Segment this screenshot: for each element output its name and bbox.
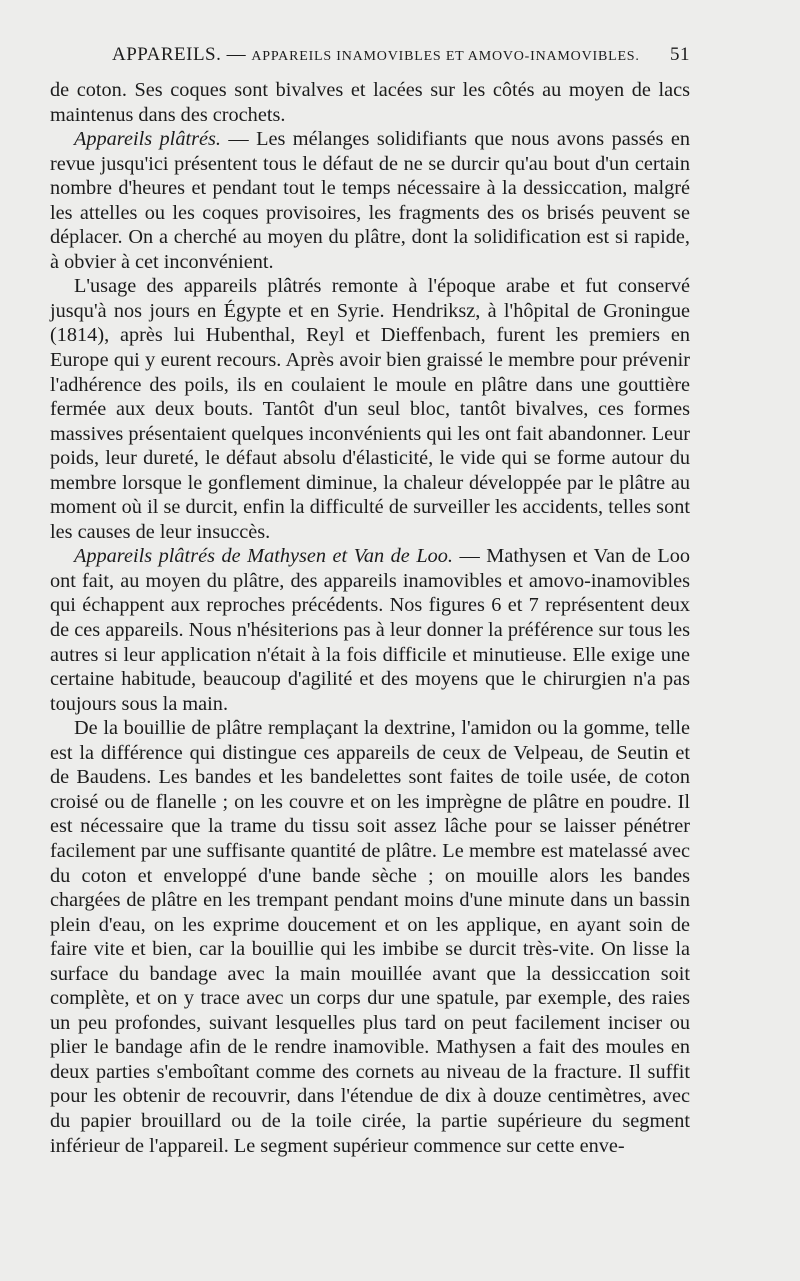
paragraph-text: De la bouillie de plâtre remplaçant la dextrine, l'amidon ou la gomme, telle est la différence qui distingue ces appareils de ceux de Velpeau, de Seutin et de Baudens. Les bandes et les bandelettes sont faites de toile usée, de coton croisé ou de flanelle ; on les couvre et on les imprègne de plâtre en poudre. Il est nécessaire que la trame du tissu soit assez lâche pour se laisser pénétrer facilement par une suffisante quantité de plâtre. Le membre est matelassé avec du coton et enveloppé d'une bande sèche ; on mouille alors les bandes chargées de plâtre en les trempant pendant moins d'une minute dans un bassin plein d'eau, on les exprime doucement et on les applique, en ayant soin de faire vite et bien, car la bouillie qui les imbibe se durcit très-vite. On lisse la surface du bandage avec la main mouillée avant que la dessiccation soit complète, et on y trace avec un corps dur une spatule, par exemple, des raies un peu profondes, suivant lesquelles plus tard on peut facilement inciser ou plier le bandage afin de le rendre inamovible. Mathysen a fait des moules en deux parties s'emboîtant comme des cornets au niveau de la fracture. Il suffit pour les obtenir de recouvrir, dans l'étendue de dix à douze centimètres, avec du papier brouillard ou de la toile cirée, la partie supérieure du segment inférieur de l'appareil. Le segment supérieur commence sur cette enve- [50, 717, 690, 1157]
header-dash: — [226, 44, 247, 65]
paragraph [50, 127, 690, 274]
running-head [112, 44, 640, 66]
running-header [112, 44, 688, 74]
paragraph-text: L'usage des appareils plâtrés remonte à l'époque arabe et fut conservé jusqu'à nos jours en Égypte et en Syrie. Hendriksz, à l'hôpital de Groningue (1814), après lui Hubenthal, Reyl et Dieffenbach, furent les premiers en Europe qui y eurent recours. Après avoir bien graissé le membre pour prévenir l'adhérence des poils, ils en coulaient le moule en plâtre dans une gouttière fermée aux deux bouts. Tantôt d'un seul bloc, tantôt bivalves, ces formes massives présentaient quelques inconvénients qui les ont fait abandonner. Leur poids, leur dureté, le défaut absolu d'élasticité, le vide qui se forme autour du membre lorsque le gonflement diminue, la chaleur développée par le plâtre au moment où il se durcit, enfin la difficulté de surveiller les accidents, telles sont les causes de leur insuccès. [50, 275, 690, 543]
section-title: APPAREILS. [112, 44, 222, 65]
paragraph-text: de coton. Ses coques sont bivalves et lacées sur les côtés au moyen de lacs maintenus dans des crochets. [50, 79, 690, 126]
paragraph [50, 544, 690, 716]
paragraph-heading: Appareils plâtrés de Mathysen et Van de Loo. [74, 545, 453, 568]
subsection-title: APPAREILS INAMOVIBLES ET AMOVO-INAMOVIBLES. [251, 49, 640, 64]
paragraph [50, 274, 690, 544]
paragraph-heading: Appareils plâtrés. [74, 128, 221, 151]
paragraph-text: — Mathysen et Van de Loo ont fait, au moyen du plâtre, des appareils inamovibles et amovo-inamovibles qui échappent aux reproches précédents. Nos figures 6 et 7 représentent deux de ces appareils. Nous n'hésiterions pas à leur donner la préférence sur tous les autres si leur application n'était à la fois difficile et minutieuse. Elle exige une certaine habitude, beaucoup d'agilité et des moyens que le chirurgien n'a pas toujours sous la main. [50, 545, 691, 715]
page-number: 51 [670, 44, 690, 65]
body-text [50, 78, 690, 1158]
paragraph-text: — Les mélanges solidifiants que nous avons passés en revue jusqu'ici présentent tous le défaut de ne se durcir qu'au bout d'un certain nombre d'heures et pendant tout le temps nécessaire à la dessiccation, malgré les attelles ou les coques provisoires, les fragments des os brisés peuvent se déplacer. On a cherché au moyen du plâtre, dont la solidification est si rapide, à obvier à cet inconvénient. [50, 128, 690, 273]
paragraph [50, 716, 690, 1158]
paragraph [50, 78, 690, 127]
